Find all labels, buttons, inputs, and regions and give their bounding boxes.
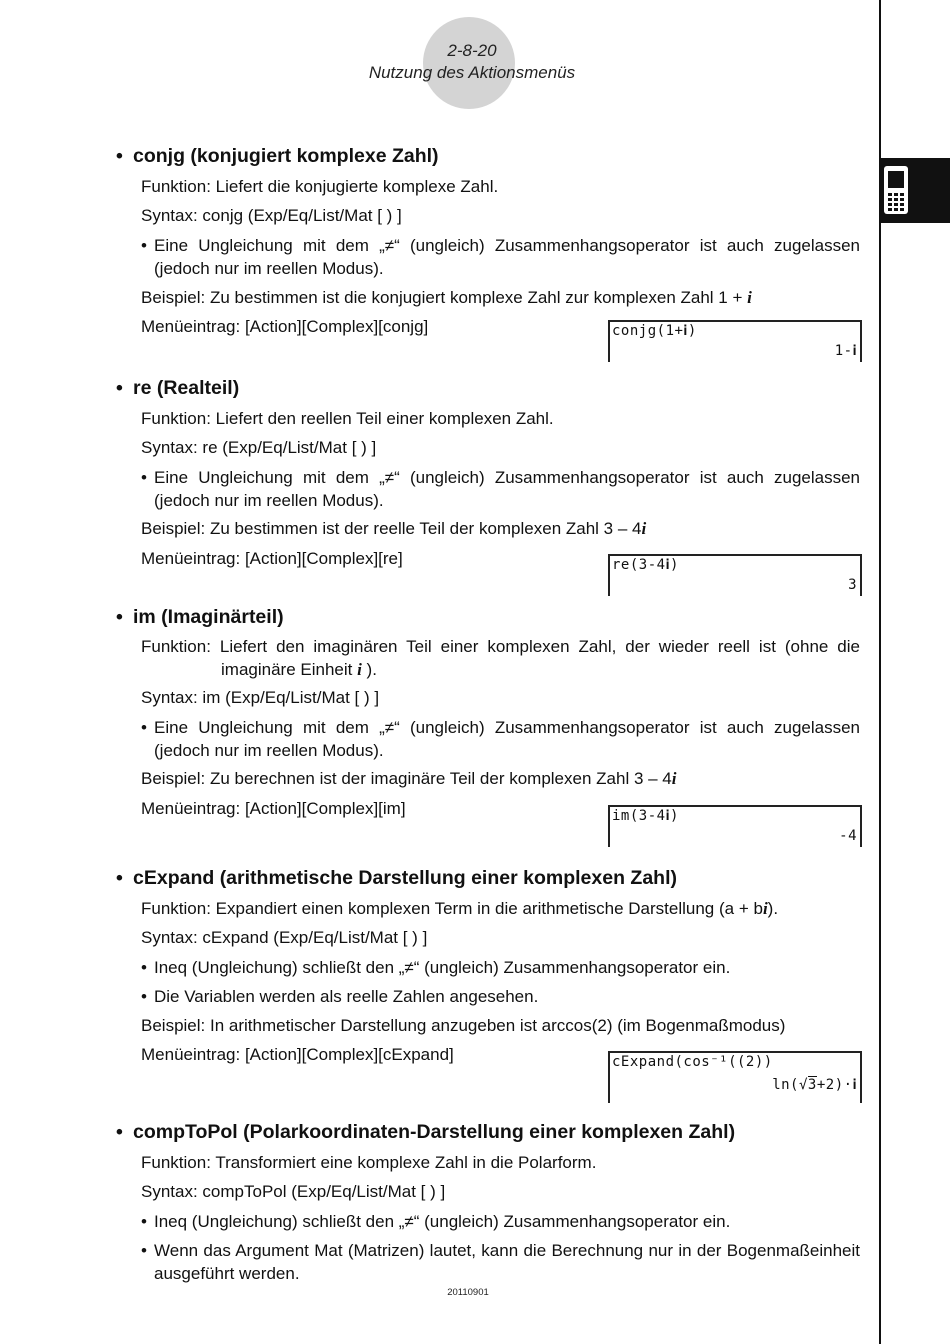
menu-entry-text: Menüeintrag: [Action][Complex][im] bbox=[141, 799, 406, 818]
screen-input: conjg(1+𝐢) bbox=[612, 323, 697, 339]
calculator-screen bbox=[608, 805, 862, 847]
calculator-screen bbox=[608, 554, 862, 596]
syntax-text: Syntax: compToPol (Exp/Eq/List/Mat [ ) ] bbox=[141, 1182, 446, 1201]
bullet-item: • Eine Ungleichung mit dem „≠“ (ungleich) Zusammenhangsoperator ist auch zugelassen (jedoch nur im reellen Modus). bbox=[141, 716, 860, 762]
bullet-item: • Ineq (Ungleichung) schließt den „≠“ (ungleich) Zusammenhangsoperator ein. bbox=[141, 1210, 860, 1233]
example-text: Beispiel: Zu bestimmen ist der reelle Teil der komplexen Zahl 3 – 4i bbox=[141, 519, 647, 538]
screen-output: -4 bbox=[839, 828, 857, 844]
section-heading-comptopol: • compToPol (Polarkoordinaten-Darstellung einer komplexen Zahl) bbox=[116, 1121, 736, 1143]
screen-output: ln(√3+2)·𝐢 bbox=[772, 1077, 857, 1093]
syntax-text: Syntax: conjg (Exp/Eq/List/Mat [ ) ] bbox=[141, 206, 402, 225]
page-number: 2-8-20 bbox=[447, 41, 497, 60]
footer-code: 20110901 bbox=[447, 1287, 489, 1298]
example-text: Beispiel: Zu bestimmen ist die konjugiert komplexe Zahl zur komplexen Zahl 1 + i bbox=[141, 288, 752, 307]
function-text: Funktion: Expandiert einen komplexen Term in die arithmetische Darstellung (a + bi). bbox=[141, 899, 779, 918]
function-text: Funktion: Liefert den reellen Teil einer komplexen Zahl. bbox=[141, 409, 554, 428]
calculator-screen bbox=[608, 320, 862, 362]
bullet-item: • Ineq (Ungleichung) schließt den „≠“ (ungleich) Zusammenhangsoperator ein. bbox=[141, 956, 860, 979]
function-text: Funktion: Liefert den imaginären Teil einer komplexen Zahl, der wieder reell ist (ohne die imaginäre Einheit i ). bbox=[141, 637, 860, 679]
screen-output: 1-𝐢 bbox=[834, 343, 857, 359]
example-text: Beispiel: Zu berechnen ist der imaginäre Teil der komplexen Zahl 3 – 4i bbox=[141, 769, 677, 788]
screen-input: cExpand(cos⁻¹((2)) bbox=[612, 1054, 773, 1070]
syntax-text: Syntax: im (Exp/Eq/List/Mat [ ) ] bbox=[141, 688, 380, 707]
example-text: Beispiel: In arithmetischer Darstellung anzugeben ist arccos(2) (im Bogenmaßmodus) bbox=[141, 1016, 786, 1035]
bullet-item: • Eine Ungleichung mit dem „≠“ (ungleich) Zusammenhangsoperator ist auch zugelassen (jedoch nur im reellen Modus). bbox=[141, 466, 860, 512]
screen-output: 3 bbox=[848, 577, 857, 593]
screen-input: im(3-4𝐢) bbox=[612, 808, 679, 824]
section-heading-im: • im (Imaginärteil) bbox=[116, 606, 284, 628]
calculator-icon bbox=[883, 165, 909, 215]
bullet-item: • Eine Ungleichung mit dem „≠“ (ungleich) Zusammenhangsoperator ist auch zugelassen (jedoch nur im reellen Modus). bbox=[141, 234, 860, 280]
syntax-text: Syntax: cExpand (Exp/Eq/List/Mat [ ) ] bbox=[141, 928, 428, 947]
calculator-screen bbox=[608, 1051, 862, 1103]
bullet-item: • Wenn das Argument Mat (Matrizen) lautet, kann die Berechnung nur in der Bogenmaßeinheit ausgeführt werden. bbox=[141, 1239, 860, 1285]
bullet-item: • Die Variablen werden als reelle Zahlen angesehen. bbox=[141, 985, 860, 1008]
section-heading-conjg: • conjg (konjugiert komplexe Zahl) bbox=[116, 145, 439, 167]
syntax-text: Syntax: re (Exp/Eq/List/Mat [ ) ] bbox=[141, 438, 377, 457]
function-text: Funktion: Liefert die konjugierte komplexe Zahl. bbox=[141, 177, 499, 196]
chapter-side-tab bbox=[879, 158, 950, 223]
menu-entry-text: Menüeintrag: [Action][Complex][cExpand] bbox=[141, 1045, 454, 1064]
section-heading-re: • re (Realteil) bbox=[116, 377, 240, 399]
menu-entry-text: Menüeintrag: [Action][Complex][re] bbox=[141, 549, 403, 568]
page-title: Nutzung des Aktionsmenüs bbox=[368, 63, 576, 82]
menu-entry-text: Menüeintrag: [Action][Complex][conjg] bbox=[141, 317, 429, 336]
section-heading-cexpand: • cExpand (arithmetische Darstellung einer komplexen Zahl) bbox=[116, 867, 677, 889]
function-text: Funktion: Transformiert eine komplexe Zahl in die Polarform. bbox=[141, 1153, 597, 1172]
screen-input: re(3-4𝐢) bbox=[612, 557, 679, 573]
